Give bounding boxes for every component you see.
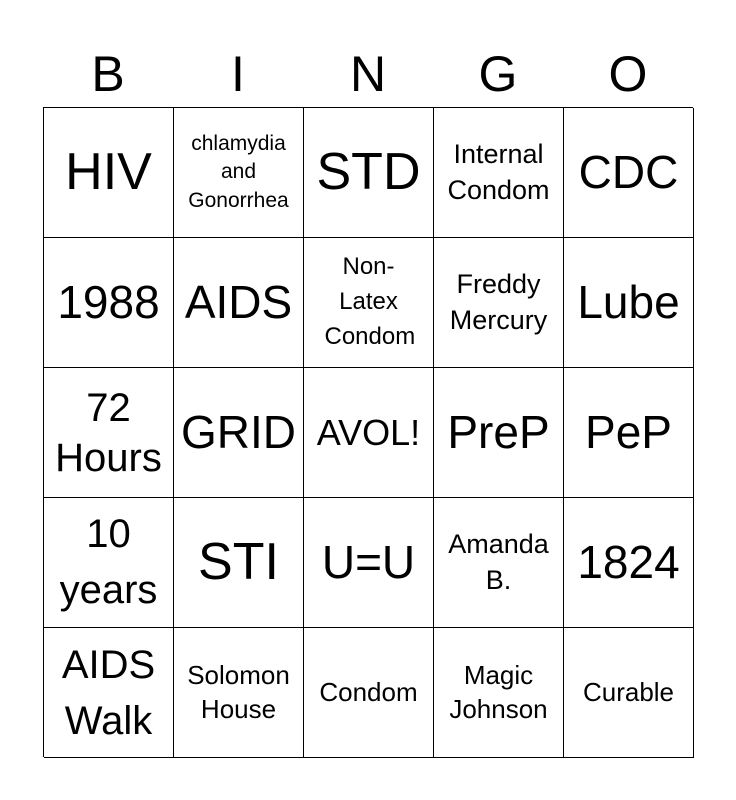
bingo-cell[interactable] bbox=[434, 108, 564, 238]
bingo-cell[interactable] bbox=[564, 238, 694, 368]
cell-text: 10 years bbox=[59, 512, 158, 612]
bingo-cell[interactable] bbox=[304, 368, 434, 498]
header-letter-i: I bbox=[231, 46, 245, 102]
cell-text: Freddy Mercury bbox=[449, 269, 548, 335]
bingo-cell[interactable] bbox=[174, 108, 304, 238]
header-letter-o: O bbox=[608, 46, 648, 102]
cell-text: AIDS Walk bbox=[61, 642, 156, 743]
bingo-cell[interactable] bbox=[174, 628, 304, 758]
cell-text: STD bbox=[316, 143, 421, 202]
cell-text: HIV bbox=[65, 143, 152, 202]
cell-text: Amanda B. bbox=[448, 529, 549, 595]
cell-text: AVOL! bbox=[316, 412, 421, 453]
bingo-cell[interactable] bbox=[44, 498, 174, 628]
cell-text: PeP bbox=[585, 406, 672, 459]
bingo-cell[interactable] bbox=[434, 238, 564, 368]
bingo-cell[interactable] bbox=[304, 108, 434, 238]
bingo-cell[interactable] bbox=[564, 108, 694, 238]
header-letter-g: G bbox=[478, 46, 518, 102]
header-letter-b: B bbox=[91, 46, 125, 102]
cell-text: Curable bbox=[582, 676, 675, 707]
bingo-cell[interactable] bbox=[304, 628, 434, 758]
bingo-cell[interactable] bbox=[44, 368, 174, 498]
cell-text: STI bbox=[198, 533, 279, 592]
bingo-cell[interactable] bbox=[564, 498, 694, 628]
bingo-cell[interactable] bbox=[44, 238, 174, 368]
cell-text: Lube bbox=[577, 276, 680, 329]
bingo-cell[interactable] bbox=[174, 238, 304, 368]
bingo-cell[interactable] bbox=[304, 238, 434, 368]
cell-text: U=U bbox=[321, 536, 416, 589]
cell-text: Non-Latex Condom bbox=[324, 253, 416, 350]
bingo-cell[interactable] bbox=[44, 108, 174, 238]
header-letter-n: N bbox=[349, 46, 387, 102]
cell-text: GRID bbox=[181, 406, 296, 459]
bingo-grid bbox=[43, 107, 693, 757]
cell-text: 1988 bbox=[57, 276, 160, 329]
bingo-cell[interactable] bbox=[174, 368, 304, 498]
cell-text: Internal Condom bbox=[447, 139, 550, 205]
bingo-cell[interactable] bbox=[44, 628, 174, 758]
cell-text: Solomon House bbox=[187, 659, 290, 724]
bingo-cell[interactable] bbox=[434, 628, 564, 758]
bingo-cell[interactable] bbox=[304, 498, 434, 628]
cell-text: CDC bbox=[578, 146, 679, 199]
bingo-cell[interactable] bbox=[434, 368, 564, 498]
cell-text: 72 Hours bbox=[55, 385, 162, 480]
cell-text: PreP bbox=[447, 406, 550, 459]
cell-text: Magic Johnson bbox=[449, 659, 548, 724]
cell-text: chlamydia and Gonorrhea bbox=[188, 131, 289, 212]
bingo-cell[interactable] bbox=[564, 368, 694, 498]
bingo-cell[interactable] bbox=[434, 498, 564, 628]
bingo-header bbox=[43, 40, 693, 108]
cell-text: Condom bbox=[319, 676, 418, 707]
bingo-cell[interactable] bbox=[564, 628, 694, 758]
cell-text: 1824 bbox=[577, 536, 680, 589]
bingo-cell[interactable] bbox=[174, 498, 304, 628]
cell-text: AIDS bbox=[184, 276, 293, 329]
